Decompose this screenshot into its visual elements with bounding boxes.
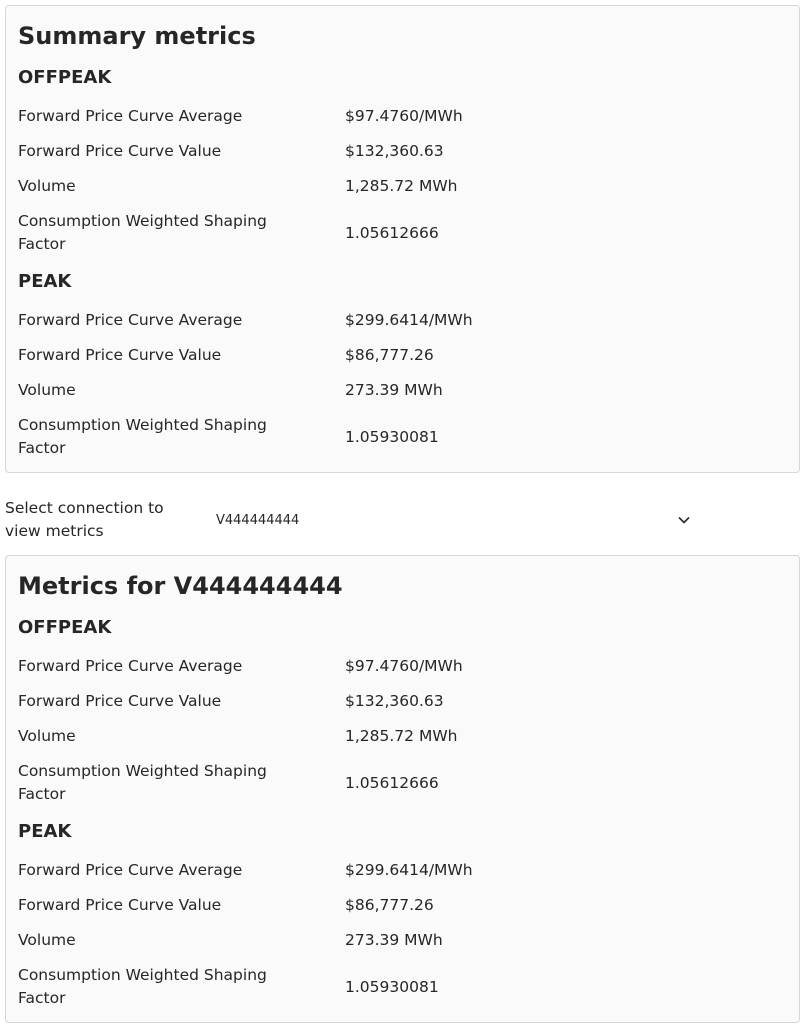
metric-row (18, 964, 778, 1010)
summary-metrics-panel (5, 5, 800, 473)
connection-select-label: Select connection to view metrics (5, 499, 164, 540)
metric-row (18, 725, 778, 748)
metric-row (18, 344, 778, 367)
metric-value: 1.05612666 (345, 223, 439, 242)
metric-label: Forward Price Curve Value (18, 346, 222, 364)
metric-label: Consumption Weighted Shaping Factor (18, 212, 267, 253)
metric-label: Volume (18, 931, 76, 949)
metric-row (18, 175, 778, 198)
metric-label: Forward Price Curve Average (18, 657, 243, 675)
metric-row (18, 894, 778, 917)
metric-value: 1.05930081 (345, 427, 439, 446)
panel-title: Summary metrics (18, 22, 256, 50)
metric-row (18, 414, 778, 460)
metric-label: Consumption Weighted Shaping Factor (18, 966, 267, 1007)
metric-label: Volume (18, 381, 76, 399)
metric-row (18, 379, 778, 402)
metric-label: Consumption Weighted Shaping Factor (18, 416, 267, 457)
metric-label: Consumption Weighted Shaping Factor (18, 762, 267, 803)
metric-value: $132,360.63 (345, 142, 444, 160)
metric-label: Forward Price Curve Value (18, 692, 222, 710)
section-title-peak: PEAK (18, 271, 72, 292)
chevron-down-icon (676, 512, 692, 528)
metric-row (18, 929, 778, 952)
metric-value: $86,777.26 (345, 346, 434, 364)
section-title-offpeak: OFFPEAK (18, 67, 112, 88)
metric-row (18, 859, 778, 882)
metric-row (18, 760, 778, 806)
connection-select-value: V444444444 (216, 512, 300, 528)
metric-row (18, 309, 778, 332)
metric-value: $97.4760/MWh (345, 107, 463, 125)
metric-row (18, 690, 778, 713)
metric-value: 273.39 MWh (345, 931, 443, 949)
connection-metrics-panel (5, 555, 800, 1023)
metric-label: Volume (18, 727, 76, 745)
metric-row (18, 140, 778, 163)
metric-value: 1.05930081 (345, 977, 439, 996)
metric-label: Forward Price Curve Value (18, 142, 222, 160)
metric-value: 273.39 MWh (345, 381, 443, 399)
metric-label: Forward Price Curve Average (18, 861, 243, 879)
metric-row (18, 210, 778, 256)
metric-value: $86,777.26 (345, 896, 434, 914)
metric-label: Forward Price Curve Average (18, 311, 243, 329)
section-title-offpeak: OFFPEAK (18, 617, 112, 638)
metric-label: Volume (18, 177, 76, 195)
panel-title: Metrics for V444444444 (18, 572, 343, 600)
metric-value: $299.6414/MWh (345, 861, 473, 879)
metric-value: 1,285.72 MWh (345, 727, 458, 745)
metric-value: 1,285.72 MWh (345, 177, 458, 195)
metric-value: $299.6414/MWh (345, 311, 473, 329)
metric-row (18, 105, 778, 128)
metric-value: $97.4760/MWh (345, 657, 463, 675)
metric-row (18, 655, 778, 678)
metric-value: 1.05612666 (345, 773, 439, 792)
metric-value: $132,360.63 (345, 692, 444, 710)
section-title-peak: PEAK (18, 821, 72, 842)
connection-select[interactable] (204, 501, 704, 539)
metric-label: Forward Price Curve Average (18, 107, 243, 125)
metric-label: Forward Price Curve Value (18, 896, 222, 914)
